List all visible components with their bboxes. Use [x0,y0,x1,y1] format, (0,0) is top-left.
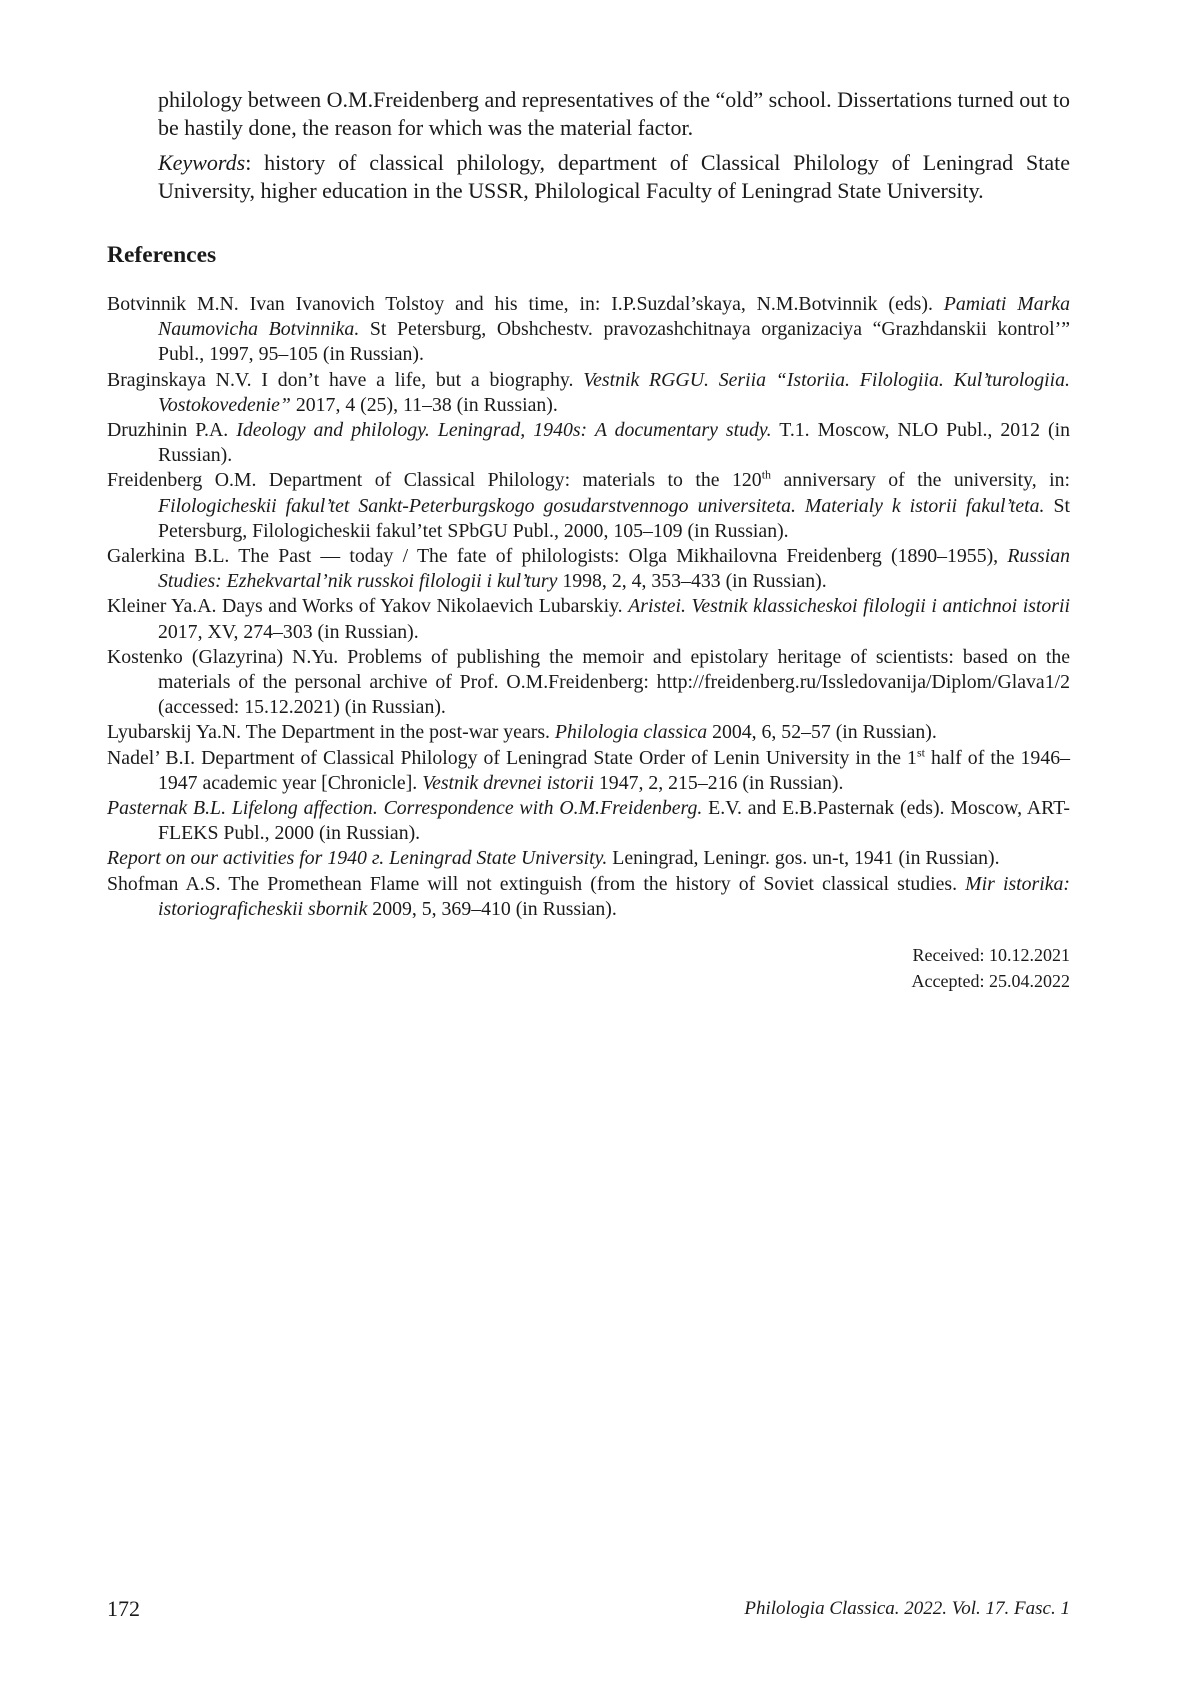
reference-item [107,720,1070,745]
reference-it: Pasternak B.L. Lifelong affection. Correspondence with O.M.Freidenberg. [107,797,703,820]
running-footer-journal: Philologia Classica. 2022. Vol. 17. Fasc. 1 [744,1598,1070,1619]
reference-pre: Shofman A.S. The Promethean Flame will not extinguish (from the history of Soviet classical studies. [107,872,966,895]
reference-post: 1998, 2, 4, 353–433 (in Russian). [557,570,827,593]
reference-pre: Druzhinin P.A. [107,419,237,442]
references-heading: References [107,242,217,268]
reference-item [107,846,1070,871]
reference-item [107,368,1070,418]
reference-item [107,292,1070,368]
reference-pre: Botvinnik M.N. Ivan Ivanovich Tolstoy and his time, in: I.P.Suzdal’skaya, N.M.Botvinnik (eds). [107,293,944,315]
reference-item [107,796,1070,846]
reference-pre: Kostenko (Glazyrina) N.Yu. Problems of publishing the memoir and epistolary heritage of scientists: based on the materials of the personal archive of Prof. O.M.Freidenberg: http://freidenberg.ru/Issledovanija/Diplom/Glava1/2 (accessed: 15.12.2021) (in Russian). [107,645,1070,719]
keywords-label: Keywords [158,150,246,175]
reference-item [107,746,1070,796]
abstract [158,86,1070,204]
reference-post: St Petersburg, Obshchestv. pravozashchitnaya organizaciya “Grazhdanskii kontrol’” Publ., 1997, 95–105 (in Russian). [158,318,1070,366]
reference-post: 2004, 6, 52–57 (in Russian). [707,721,937,744]
reference-mid: half of the 1946–1947 academic year [Chronicle]. [158,746,1070,794]
keywords-paragraph [158,149,1070,204]
reference-it: Filologicheskii fakul’tet Sankt-Peterburgskogo gosudarstvennogo universiteta. Materialy k istorii fakul’teta. [158,494,1045,517]
reference-pre: Nadel’ B.I. Department of Classical Philology of Leningrad State Order of Lenin University in the 1 [107,746,917,769]
page-body [107,86,1070,994]
reference-it: Philologia classica [554,721,708,744]
reference-pre: Braginskaya N.V. I don’t have a life, but a biography. [107,368,584,391]
reference-post: St Petersburg, Filologicheskii fakul’tet SPbGU Publ., 2000, 105–109 (in Russian). [158,494,1070,542]
abstract-paragraph: philology between O.M.Freidenberg and representatives of the “old” school. Dissertations turned out to be hastily done, the reason for which was the material factor. [158,87,1070,140]
reference-item [107,645,1070,721]
reference-pre: Lyubarskij Ya.N. The Department in the post-war years. [107,721,555,744]
reference-item [107,544,1070,594]
reference-post: T.1. Moscow, NLO Publ., 2012 (in Russian). [158,419,1070,467]
reference-it: Report on our activities for 1940 г. Leningrad State University. [107,847,608,870]
reference-sup: th [761,467,772,482]
reference-post: 2017, XV, 274–303 (in Russian). [158,620,419,643]
reference-post: Leningrad, Leningr. gos. un-t, 1941 (in Russian). [607,847,1000,870]
reference-sup: st [916,745,925,760]
reference-list [107,292,1070,922]
reference-it: Vestnik RGGU. Seriia “Istoriia. Filologiia. Kul’turologiia. Vostokovedenie” [158,368,1070,416]
keywords-text: : history of classical philology, department of Classical Philology of Leningrad State University, higher education in the USSR, Philological Faculty of Leningrad State University. [158,150,1070,203]
reference-pre: Galerkina B.L. The Past — today / The fate of philologists: Olga Mikhailovna Freidenberg (1890–1955), [107,545,1008,568]
reference-it: Russian Studies: Ezhekvartal’nik russkoi filologii i kul’tury [158,545,1070,593]
received-date: Received: 10.12.2021 [912,945,1070,966]
reference-item [107,872,1070,922]
reference-post: 1947, 2, 215–216 (in Russian). [593,771,844,794]
reference-post: E.V. and E.B.Pasternak (eds). Moscow, ART-FLEKS Publ., 2000 (in Russian). [158,797,1070,845]
reference-item [107,468,1070,544]
reference-mid: anniversary of the university, in: [771,469,1070,492]
accepted-date: Accepted: 25.04.2022 [911,971,1070,992]
submission-dates [107,942,1070,994]
reference-item [107,594,1070,644]
reference-pre: Kleiner Ya.A. Days and Works of Yakov Nikolaevich Lubarskiy. [107,595,629,618]
reference-it: Ideology and philology. Leningrad, 1940s: A documentary study. [236,419,772,442]
reference-post: 2017, 4 (25), 11–38 (in Russian). [290,393,558,416]
reference-pre: Freidenberg O.M. Department of Classical Philology: materials to the 120 [107,469,762,492]
reference-it: Aristei. Vestnik klassicheskoi filologii i antichnoi istorii [628,595,1070,618]
reference-it: Mir istorika: istoriograficheskii sbornik [158,872,1070,920]
reference-it: Vestnik drevnei istorii [422,771,594,794]
reference-item [107,418,1070,468]
reference-it: Pamiati Marka Naumovicha Botvinnika. [158,293,1070,341]
reference-post: 2009, 5, 369–410 (in Russian). [367,897,617,920]
page-number: 172 [107,1596,140,1621]
